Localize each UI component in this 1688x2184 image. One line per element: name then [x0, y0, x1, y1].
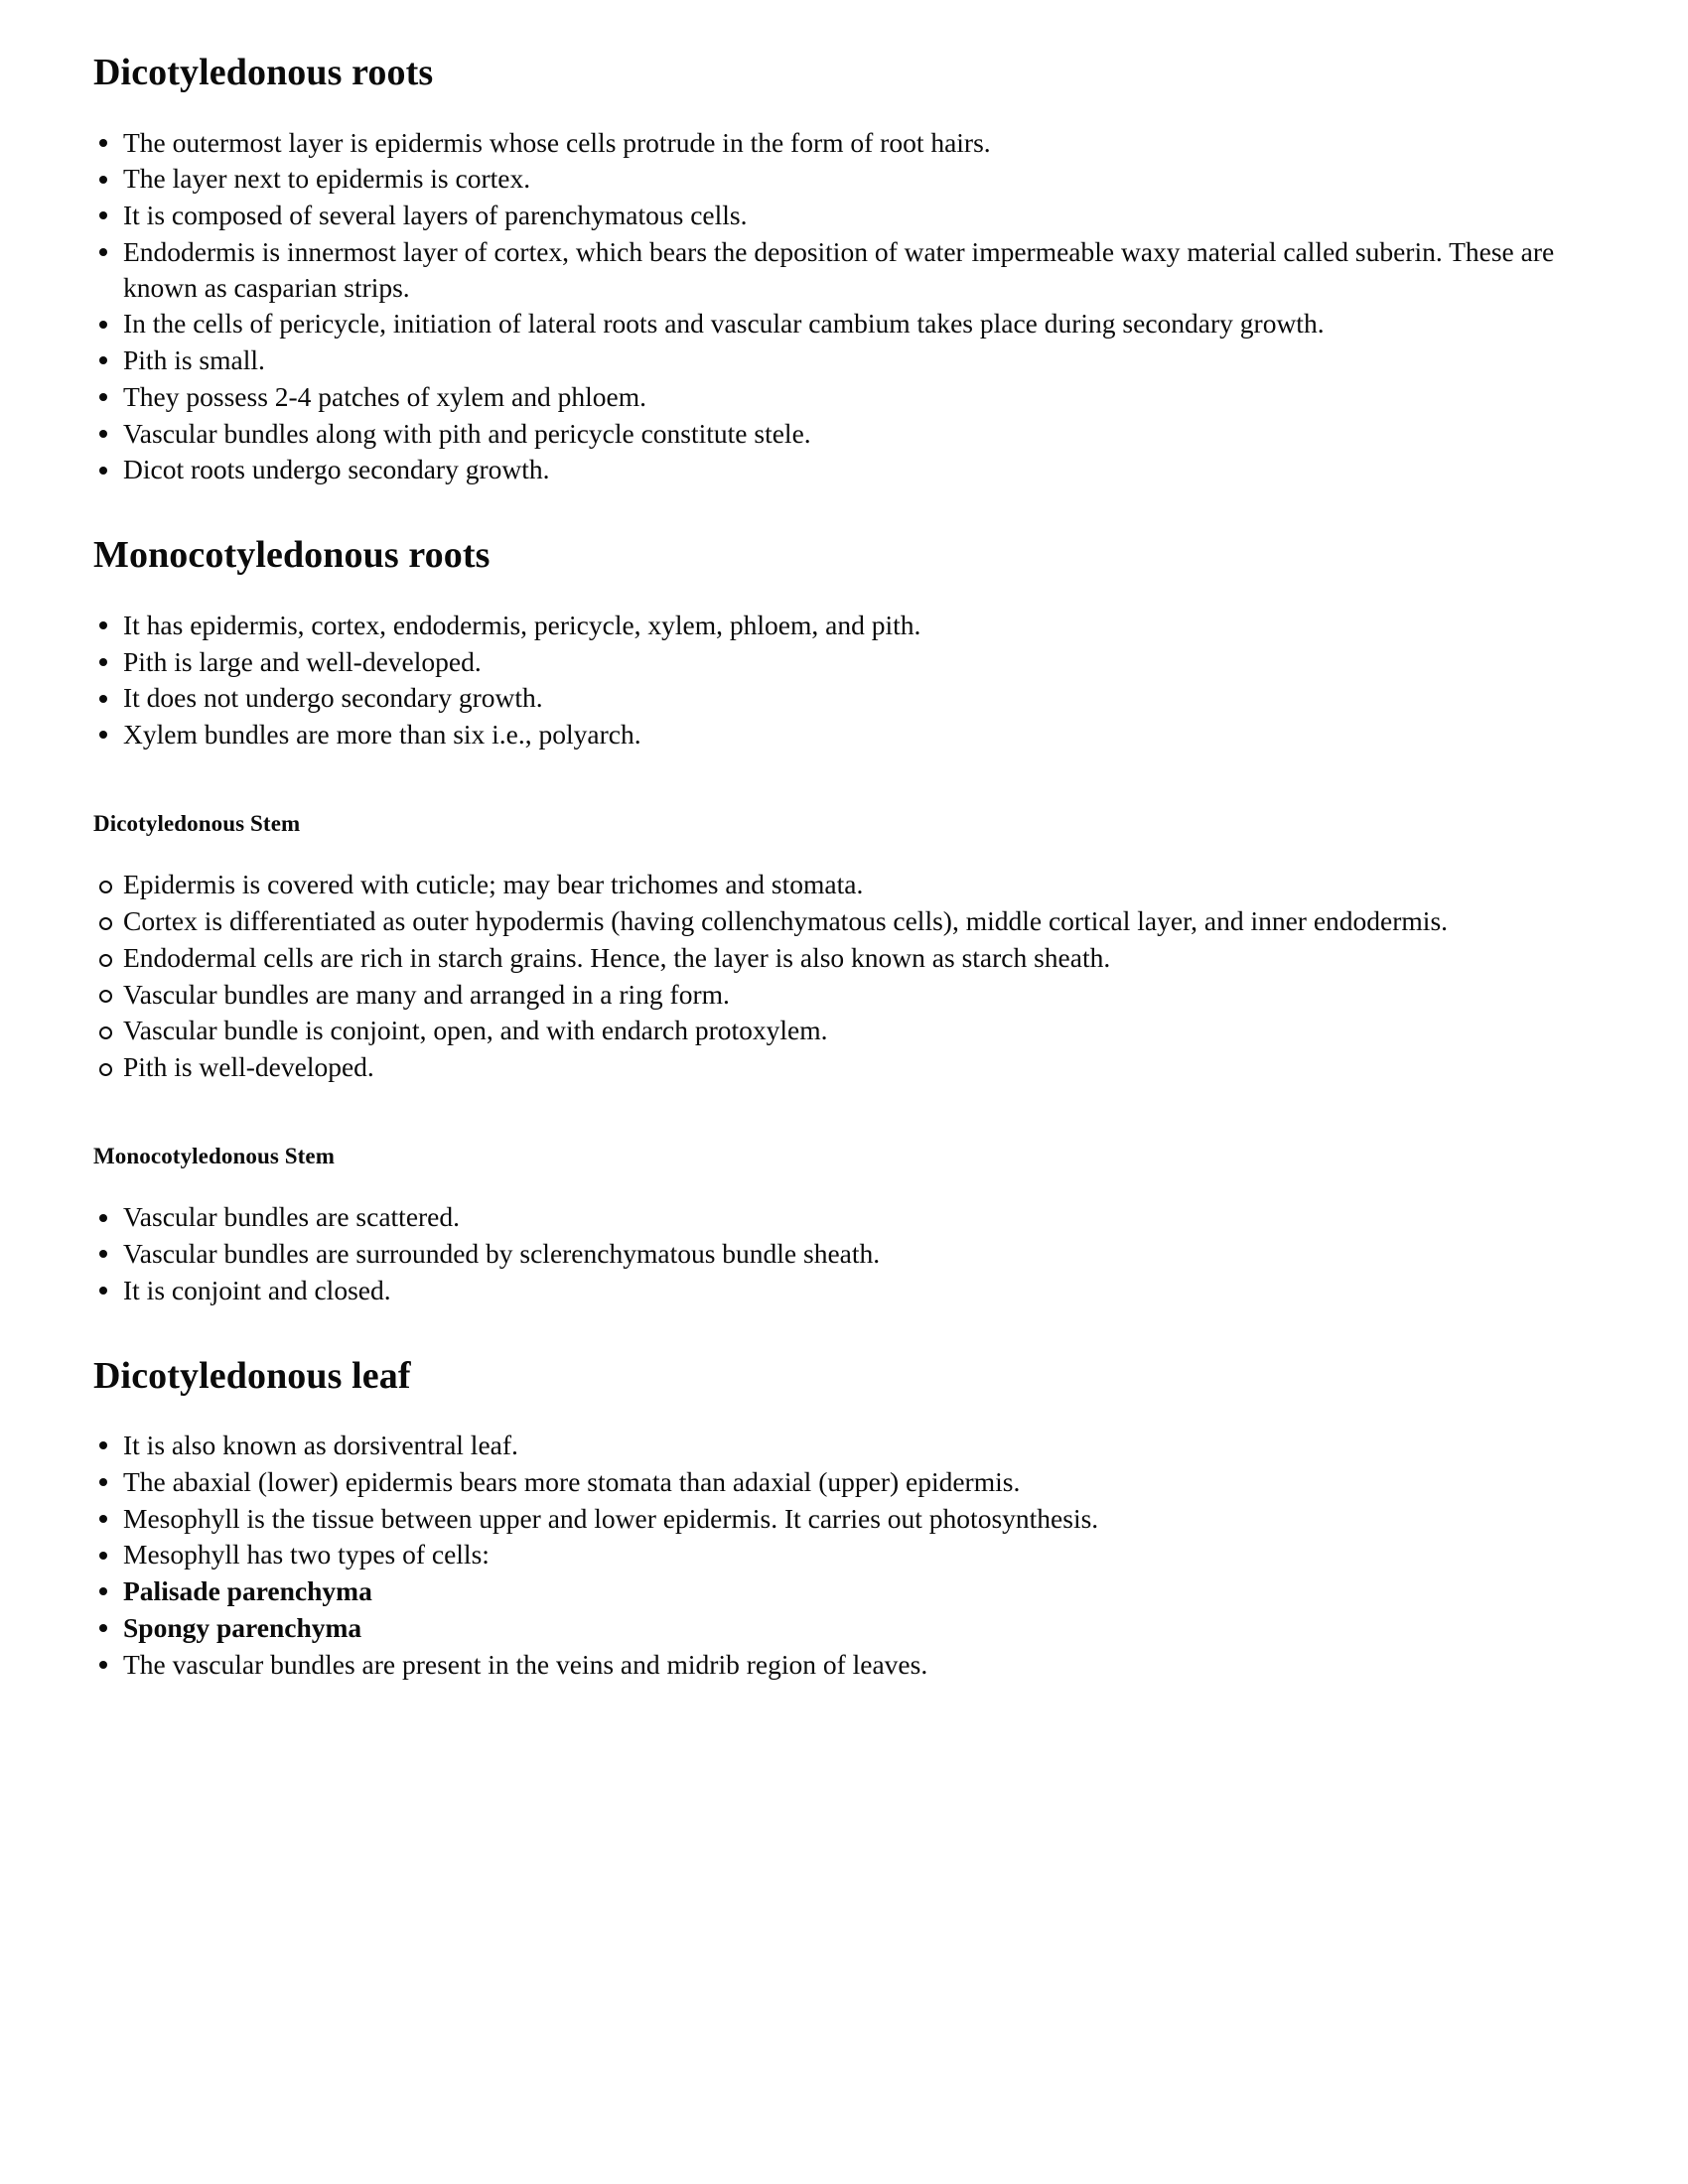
list-item: It does not undergo secondary growth.: [62, 680, 1611, 716]
heading-spacer: [62, 837, 1611, 867]
list-item: Vascular bundles are many and arranged in a ring form.: [62, 977, 1611, 1013]
list-item: In the cells of pericycle, initiation of lateral roots and vascular cambium takes place during secondary growth.: [62, 306, 1611, 341]
section-spacer: [62, 1309, 1611, 1355]
list-item: The vascular bundles are present in the veins and midrib region of leaves.: [62, 1647, 1611, 1683]
list-item: Xylem bundles are more than six i.e., polyarch.: [62, 717, 1611, 752]
list-item: Vascular bundles along with pith and pericycle constitute stele.: [62, 416, 1611, 452]
heading-spacer: [62, 1169, 1611, 1199]
list-item: They possess 2-4 patches of xylem and phloem.: [62, 379, 1611, 415]
list-item: Vascular bundle is conjoint, open, and with endarch protoxylem.: [62, 1013, 1611, 1048]
heading-spacer: [62, 95, 1611, 125]
list-item: Vascular bundles are scattered.: [62, 1199, 1611, 1235]
list-item: Mesophyll has two types of cells:: [62, 1537, 1611, 1572]
list-item: The layer next to epidermis is cortex.: [62, 161, 1611, 197]
bullet-list-dicot-leaf: [62, 1428, 1611, 1682]
section-spacer: [62, 1086, 1611, 1144]
list-item: Pith is large and well-developed.: [62, 644, 1611, 680]
list-item: The outermost layer is epidermis whose cells protrude in the form of root hairs.: [62, 125, 1611, 161]
list-item: Vascular bundles are surrounded by sclerenchymatous bundle sheath.: [62, 1236, 1611, 1272]
document-content: [62, 52, 1611, 1682]
list-item: Epidermis is covered with cuticle; may bear trichomes and stomata.: [62, 867, 1611, 902]
list-item: Spongy parenchyma: [62, 1610, 1611, 1646]
list-item: It is also known as dorsiventral leaf.: [62, 1428, 1611, 1463]
bullet-list-monocot-roots: [62, 608, 1611, 752]
list-item: The abaxial (lower) epidermis bears more stomata than adaxial (upper) epidermis.: [62, 1464, 1611, 1500]
heading-spacer: [62, 578, 1611, 608]
list-item: Pith is well-developed.: [62, 1049, 1611, 1085]
heading-spacer: [62, 1398, 1611, 1428]
section-heading-monocot-roots: Monocotyledonous roots: [93, 534, 491, 577]
bullet-list-dicot-roots: [62, 125, 1611, 488]
section-heading-dicot-roots: Dicotyledonous roots: [93, 52, 434, 93]
list-item: It is composed of several layers of parenchymatous cells.: [62, 198, 1611, 233]
list-item: Pith is small.: [62, 342, 1611, 378]
list-item: Endodermis is innermost layer of cortex, which bears the deposition of water impermeable waxy material called suberin. These are known as casparian strips.: [62, 234, 1611, 306]
bullet-list-dicot-stem: [62, 867, 1611, 1085]
list-item: It is conjoint and closed.: [62, 1273, 1611, 1308]
section-heading-dicot-stem: Dicotyledonous Stem: [93, 810, 301, 836]
bullet-list-monocot-stem: [62, 1199, 1611, 1307]
list-item: Dicot roots undergo secondary growth.: [62, 452, 1611, 487]
section-spacer: [62, 488, 1611, 534]
list-item: Mesophyll is the tissue between upper and lower epidermis. It carries out photosynthesis.: [62, 1501, 1611, 1537]
list-item: It has epidermis, cortex, endodermis, pericycle, xylem, phloem, and pith.: [62, 608, 1611, 643]
section-spacer: [62, 753, 1611, 811]
section-heading-dicot-leaf: Dicotyledonous leaf: [93, 1354, 411, 1397]
list-item: Cortex is differentiated as outer hypodermis (having collenchymatous cells), middle cortical layer, and inner endodermis.: [62, 903, 1611, 939]
list-item: Endodermal cells are rich in starch grains. Hence, the layer is also known as starch sheath.: [62, 940, 1611, 976]
section-heading-monocot-stem: Monocotyledonous Stem: [93, 1143, 335, 1168]
list-item: Palisade parenchyma: [62, 1573, 1611, 1609]
